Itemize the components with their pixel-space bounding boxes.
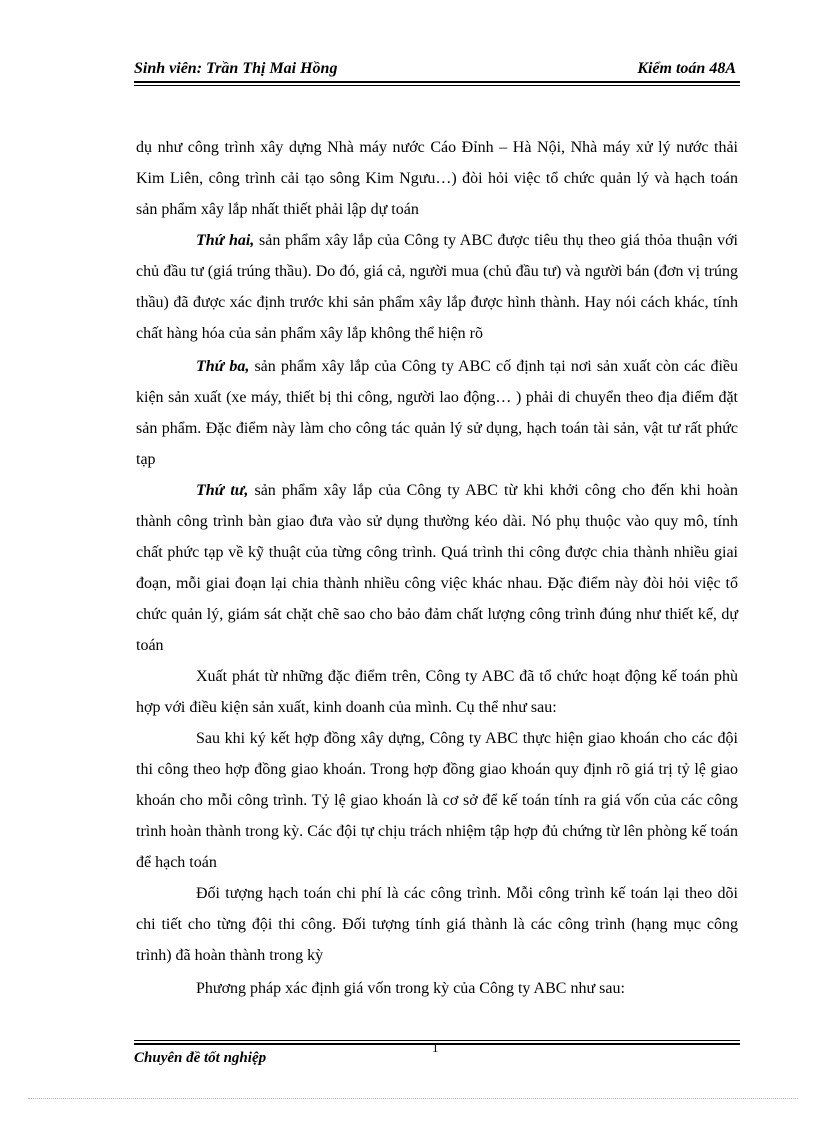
paragraph-3 <box>136 351 738 475</box>
paragraph-5: Xuất phát từ những đặc điểm trên, Công ty ABC đã tổ chức hoạt động kế toán phù hợp với điều kiện sản xuất, kinh doanh của mình. Cụ thể như sau: <box>136 668 738 716</box>
page-number: 1 <box>432 1040 439 1055</box>
header-class-name: Kiểm toán 48A <box>637 60 736 77</box>
paragraph-2-lead: Thứ hai, <box>196 232 255 249</box>
header-rule-thin <box>134 85 740 86</box>
document-body <box>136 132 738 1004</box>
header-student-name: Sinh viên: Trần Thị Mai Hồng <box>134 60 338 77</box>
paragraph-4-text: sản phẩm xây lắp của Công ty ABC từ khi khởi công cho đến khi hoàn thành công trình bàn giao đưa vào sử dụng thường kéo dài. Nó phụ thuộc vào quy mô, tính chất phức tạp về kỹ thuật của từng công trình. Quá trình thi công được chia thành nhiều giai đoạn, mỗi giai đoạn lại chia thành nhiều công việc khác nhau. Đặc điểm này đòi hỏi việc tổ chức quản lý, giám sát chặt chẽ sao cho bảo đảm chất lượng công trình đúng như thiết kế, dự toán <box>136 482 738 654</box>
page-header <box>134 56 740 82</box>
footer-title: Chuyên đề tốt nghiệp <box>134 1050 267 1066</box>
paragraph-3-lead: Thứ ba, <box>196 358 250 375</box>
paragraph-1: dụ như công trình xây dựng Nhà máy nước Cáo Đỉnh – Hà Nội, Nhà máy xử lý nước thải Kim Liên, công trình cải tạo sông Kim Ngưu…) đòi hỏi việc tổ chức quản lý và hạch toán sản phẩm xây lắp nhất thiết phải lập dự toán <box>136 139 738 218</box>
paragraph-4 <box>136 475 738 661</box>
paragraph-6: Sau khi ký kết hợp đồng xây dựng, Công ty ABC thực hiện giao khoán cho các đội thi công theo hợp đồng giao khoán. Trong hợp đồng giao khoán quy định rõ giá trị tỷ lệ giao khoán cho mỗi công trình. Tỷ lệ giao khoán là cơ sở để kế toán tính ra giá vốn của các công trình hoàn thành trong kỳ. Các đội tự chịu trách nhiệm tập hợp đủ chứng từ lên phòng kế toán để hạch toán <box>136 730 738 871</box>
paragraph-7: Đối tượng hạch toán chi phí là các công trình. Mỗi công trình kế toán lại theo dõi chi tiết cho từng đội thi công. Đối tượng tính giá thành là các công trình (hạng mục công trình) đã hoàn thành trong kỳ <box>136 885 738 964</box>
paragraph-2 <box>136 225 738 349</box>
paragraph-8: Phương pháp xác định giá vốn trong kỳ của Công ty ABC như sau: <box>196 980 625 997</box>
paragraph-2-text: sản phẩm xây lắp của Công ty ABC được tiêu thụ theo giá thỏa thuận với chủ đầu tư (giá trúng thầu). Do đó, giá cả, người mua (chủ đầu tư) và người bán (đơn vị trúng thầu) đã được xác định trước khi sản phẩm xây lắp được hình thành. Hay nói cách khác, tính chất hàng hóa của sản phẩm xây lắp không thể hiện rõ <box>136 232 738 342</box>
paragraph-3-text: sản phẩm xây lắp của Công ty ABC cố định tại nơi sản xuất còn các điều kiện sản xuất (xe máy, thiết bị thi công, người lao động… ) phải di chuyển theo địa điểm đặt sản phẩm. Đặc điểm này làm cho công tác quản lý sử dụng, hạch toán tài sản, vật tư rất phức tạp <box>136 358 738 468</box>
page-bottom-dotted-line <box>28 1098 798 1099</box>
header-rule-thick <box>134 81 740 83</box>
paragraph-4-lead: Thứ tư, <box>196 482 249 499</box>
